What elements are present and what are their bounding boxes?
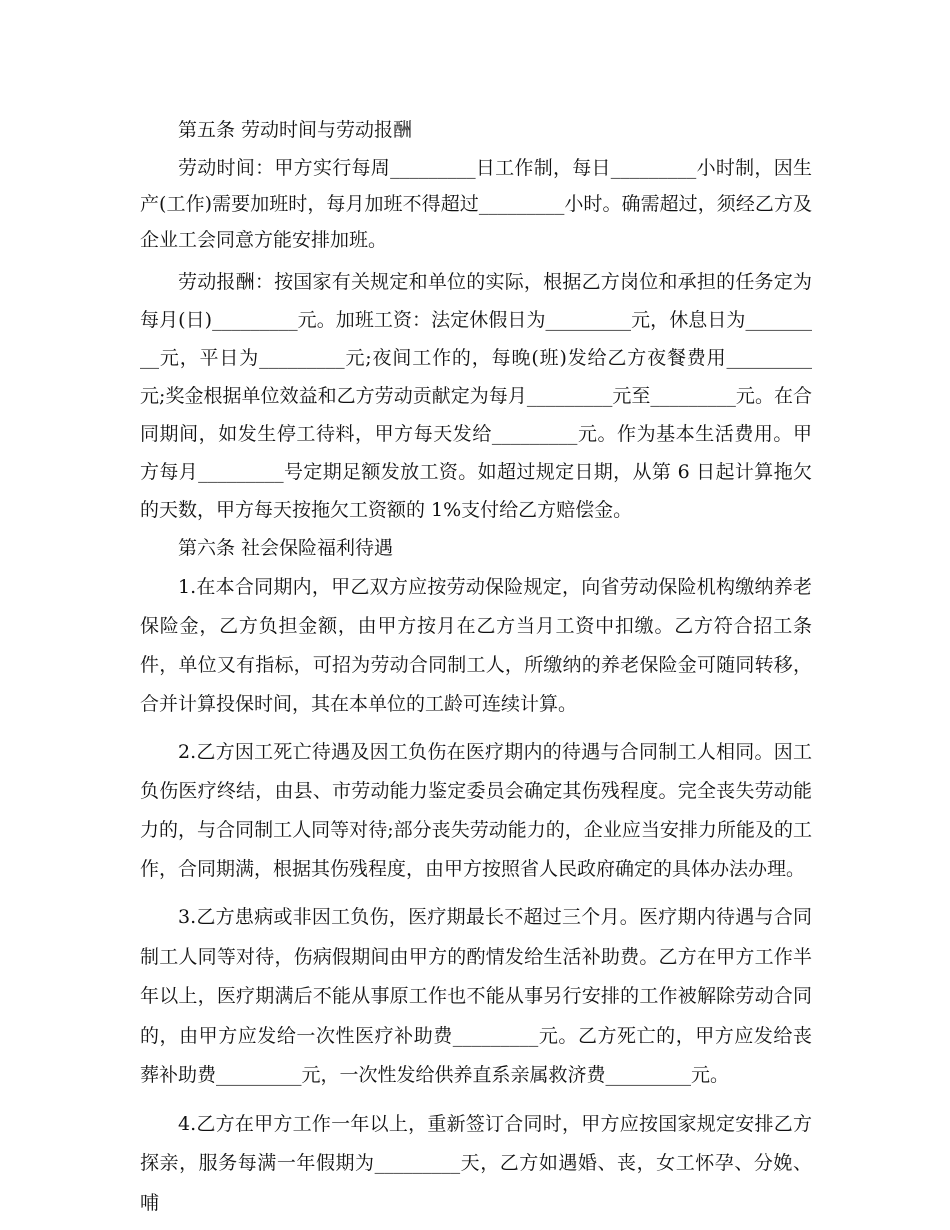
insurance-clause-1: 1.在本合同期内，甲乙双方应按劳动保险规定，向省劳动保险机构缴纳养老保险金，乙方负担金额，由甲方按月在乙方当月工资中扣缴。乙方符合招工条件，单位又有指标，可招为劳动合同制工人，所缴纳的养老保险金可随同转移，合并计算投保时间，其在本单位的工龄可连续计算。 bbox=[140, 576, 812, 715]
article-6-heading: 第六条 社会保险福利待遇 bbox=[178, 537, 394, 559]
document-body bbox=[140, 114, 812, 1223]
insurance-clause-2: 2.乙方因工死亡待遇及因工负伤在医疗期内的待遇与合同制工人相同。因工负伤医疗终结，由县、市劳动能力鉴定委员会确定其伤残程度。完全丧失劳动能力的，与合同制工人同等对待;部分丧失劳动能力的，企业应当安排力所能及的工作，合同期满，根据其伤残程度，由甲方按照省人民政府确定的具体办法办理。 bbox=[140, 741, 812, 880]
remuneration-clause: 劳动报酬：按国家有关规定和单位的实际，根据乙方岗位和承担的任务定为每月(日)_________元。加班工资：法定休假日为_________元，休息日为_________元，平日为_________元;夜间工作的，每晚(班)发给乙方夜餐费用_________元;奖金根据单位效益和乙方劳动贡献定为每月_________元至_________元。在合同期间，如发生停工待料，甲方每天发给_________元。作为基本生活费用。甲方每月_________号定期足额发放工资。如超过规定日期，从第 6 日起计算拖欠的天数，甲方每天按拖欠工资额的 1%支付给乙方赔偿金。 bbox=[140, 271, 812, 521]
insurance-clause-4: 4.乙方在甲方工作一年以上，重新签订合同时，甲方应按国家规定安排乙方探亲，服务每满一年假期为_________天，乙方如遇婚、丧，女工怀孕、分娩、哺 bbox=[140, 1112, 812, 1214]
insurance-clause-3: 3.乙方患病或非因工负伤，医疗期最长不超过三个月。医疗期内待遇与合同制工人同等对待，伤病假期间由甲方的酌情发给生活补助费。乙方在甲方工作半年以上，医疗期满后不能从事原工作也不能从事另行安排的工作被解除劳动合同的，由甲方应发给一次性医疗补助费_________元。乙方死亡的，甲方应发给丧葬补助费_________元，一次性发给供养直系亲属救济费_________元。 bbox=[140, 906, 812, 1086]
working-hours-clause: 劳动时间：甲方实行每周_________日工作制，每日_________小时制，因生产(工作)需要加班时，每月加班不得超过_________小时。确需超过，须经乙方及企业工会同意方能安排加班。 bbox=[140, 157, 812, 251]
article-5-heading: 第五条 劳动时间与劳动报酬 bbox=[178, 119, 413, 141]
